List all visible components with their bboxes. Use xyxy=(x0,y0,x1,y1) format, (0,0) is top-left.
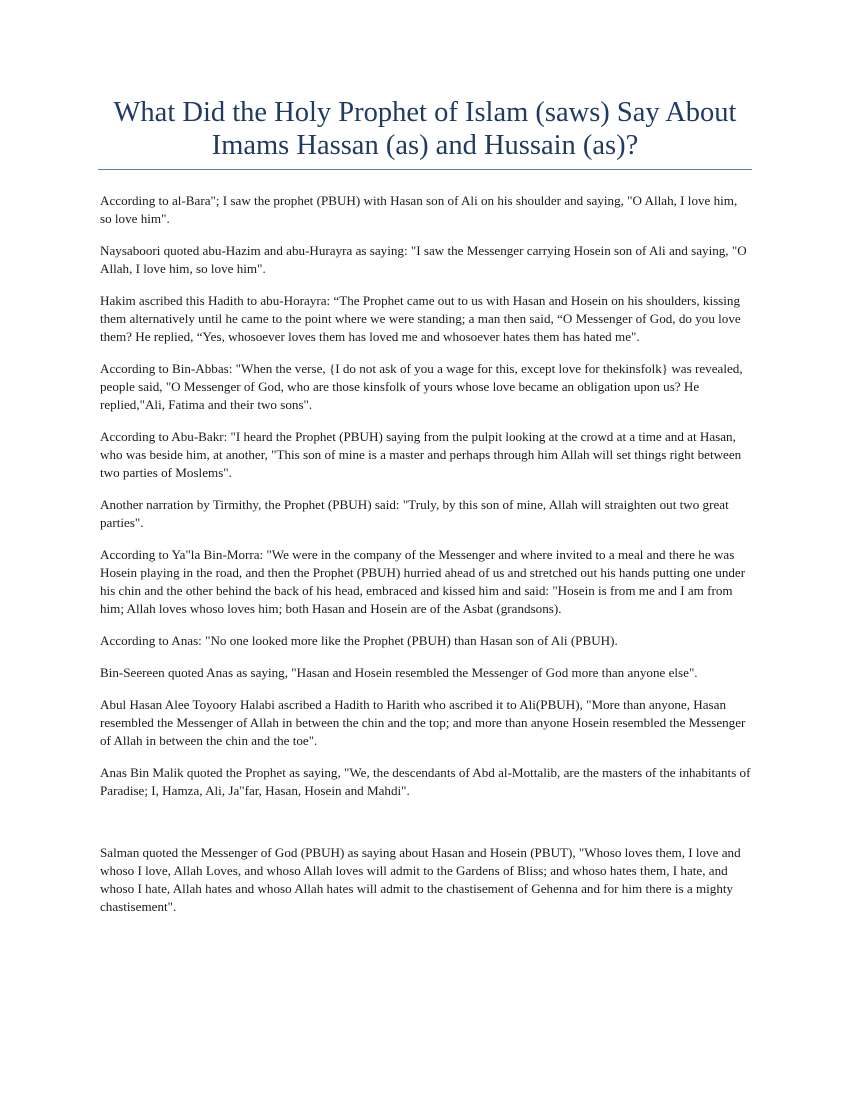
paragraph-al-bara: According to al-Bara"; I saw the prophet (PBUH) with Hasan son of Ali on his shoulder and saying, "O Allah, I love him, so love him". xyxy=(100,193,738,226)
paragraph-yala-bin-morra: According to Ya"la Bin-Morra: "We were in the company of the Messenger and where invited to a meal and there he was Hosein playing in the road, and then the Prophet (PBUH) hurried ahead of us and stretched out his hands putting one under his chin and the other behind the back of his head, embraced and kissed him and said: "Hosein is from me and I am from him; Allah loves whoso loves him; both Hasan and Hosein are of the Asbat (grandsons). xyxy=(100,547,746,616)
paragraph-salman: Salman quoted the Messenger of God (PBUH) as saying about Hasan and Hosein (PBUT), "Whoso loves them, I love and whoso I love, Allah Loves, and whoso Allah loves will admit to the Gardens of Bliss; and whoso hates them, I hate, and whoso I hate, Allah hates and whoso Allah hates will admit to the chastisement of Gehenna and for him there is a mighty chastisement". xyxy=(100,845,741,914)
paragraph-abu-bakr: According to Abu-Bakr: "I heard the Prophet (PBUH) saying from the pulpit looking at the crowd at a time and at Hasan, who was beside him, at another, "This son of mine is a master and perhaps through him Allah will set things right between two parties of Moslems". xyxy=(100,429,742,480)
document-body xyxy=(100,192,752,930)
paragraph-bin-seereen: Bin-Seereen quoted Anas as saying, "Hasan and Hosein resembled the Messenger of God more than anyone else". xyxy=(100,665,698,680)
title-underline xyxy=(98,169,752,170)
paragraph-bin-abbas: According to Bin-Abbas: "When the verse, {I do not ask of you a wage for this, except love for thekinsfolk} was revealed, people said, "O Messenger of God, who are those kinsfolk of yours whose love became an obligation upon us? He replied,"Ali, Fatima and their two sons". xyxy=(100,361,743,412)
paragraph-anas: According to Anas: "No one looked more like the Prophet (PBUH) than Hasan son of Ali (PBUH). xyxy=(100,633,618,648)
page-title: What Did the Holy Prophet of Islam (saws) Say About Imams Hassan (as) and Hussain (as)? xyxy=(113,97,737,161)
paragraph-abul-hasan: Abul Hasan Alee Toyoory Halabi ascribed a Hadith to Harith who ascribed it to Ali(PBUH), "More than anyone, Hasan resembled the Messenger of Allah in between the chin and the top; and more than anyone Hosein resembled the Messenger of Allah in between the chin and the toe". xyxy=(100,697,746,748)
paragraph-anas-bin-malik: Anas Bin Malik quoted the Prophet as saying, "We, the descendants of Abd al-Mottalib, are the masters of the inhabitants of Paradise; I, Hamza, Ali, Ja"far, Hasan, Hosein and Mahdi". xyxy=(100,765,751,798)
paragraph-naysaboori: Naysaboori quoted abu-Hazim and abu-Hurayra as saying: "I saw the Messenger carrying Hosein son of Ali and saying, "O Allah, I love him, so love him". xyxy=(100,243,747,276)
paragraph-tirmithy: Another narration by Tirmithy, the Prophet (PBUH) said: "Truly, by this son of mine, Allah will straighten out two great parties". xyxy=(100,497,729,530)
paragraph-hakim: Hakim ascribed this Hadith to abu-Horayra: “The Prophet came out to us with Hasan and Hosein on his shoulders, kissing them alternatively until he came to the point where we were standing; a man then said, “O Messenger of God, do you love them? He replied, “Yes, whosoever loves them has loved me and whosoever hates them has hated me". xyxy=(100,293,741,344)
